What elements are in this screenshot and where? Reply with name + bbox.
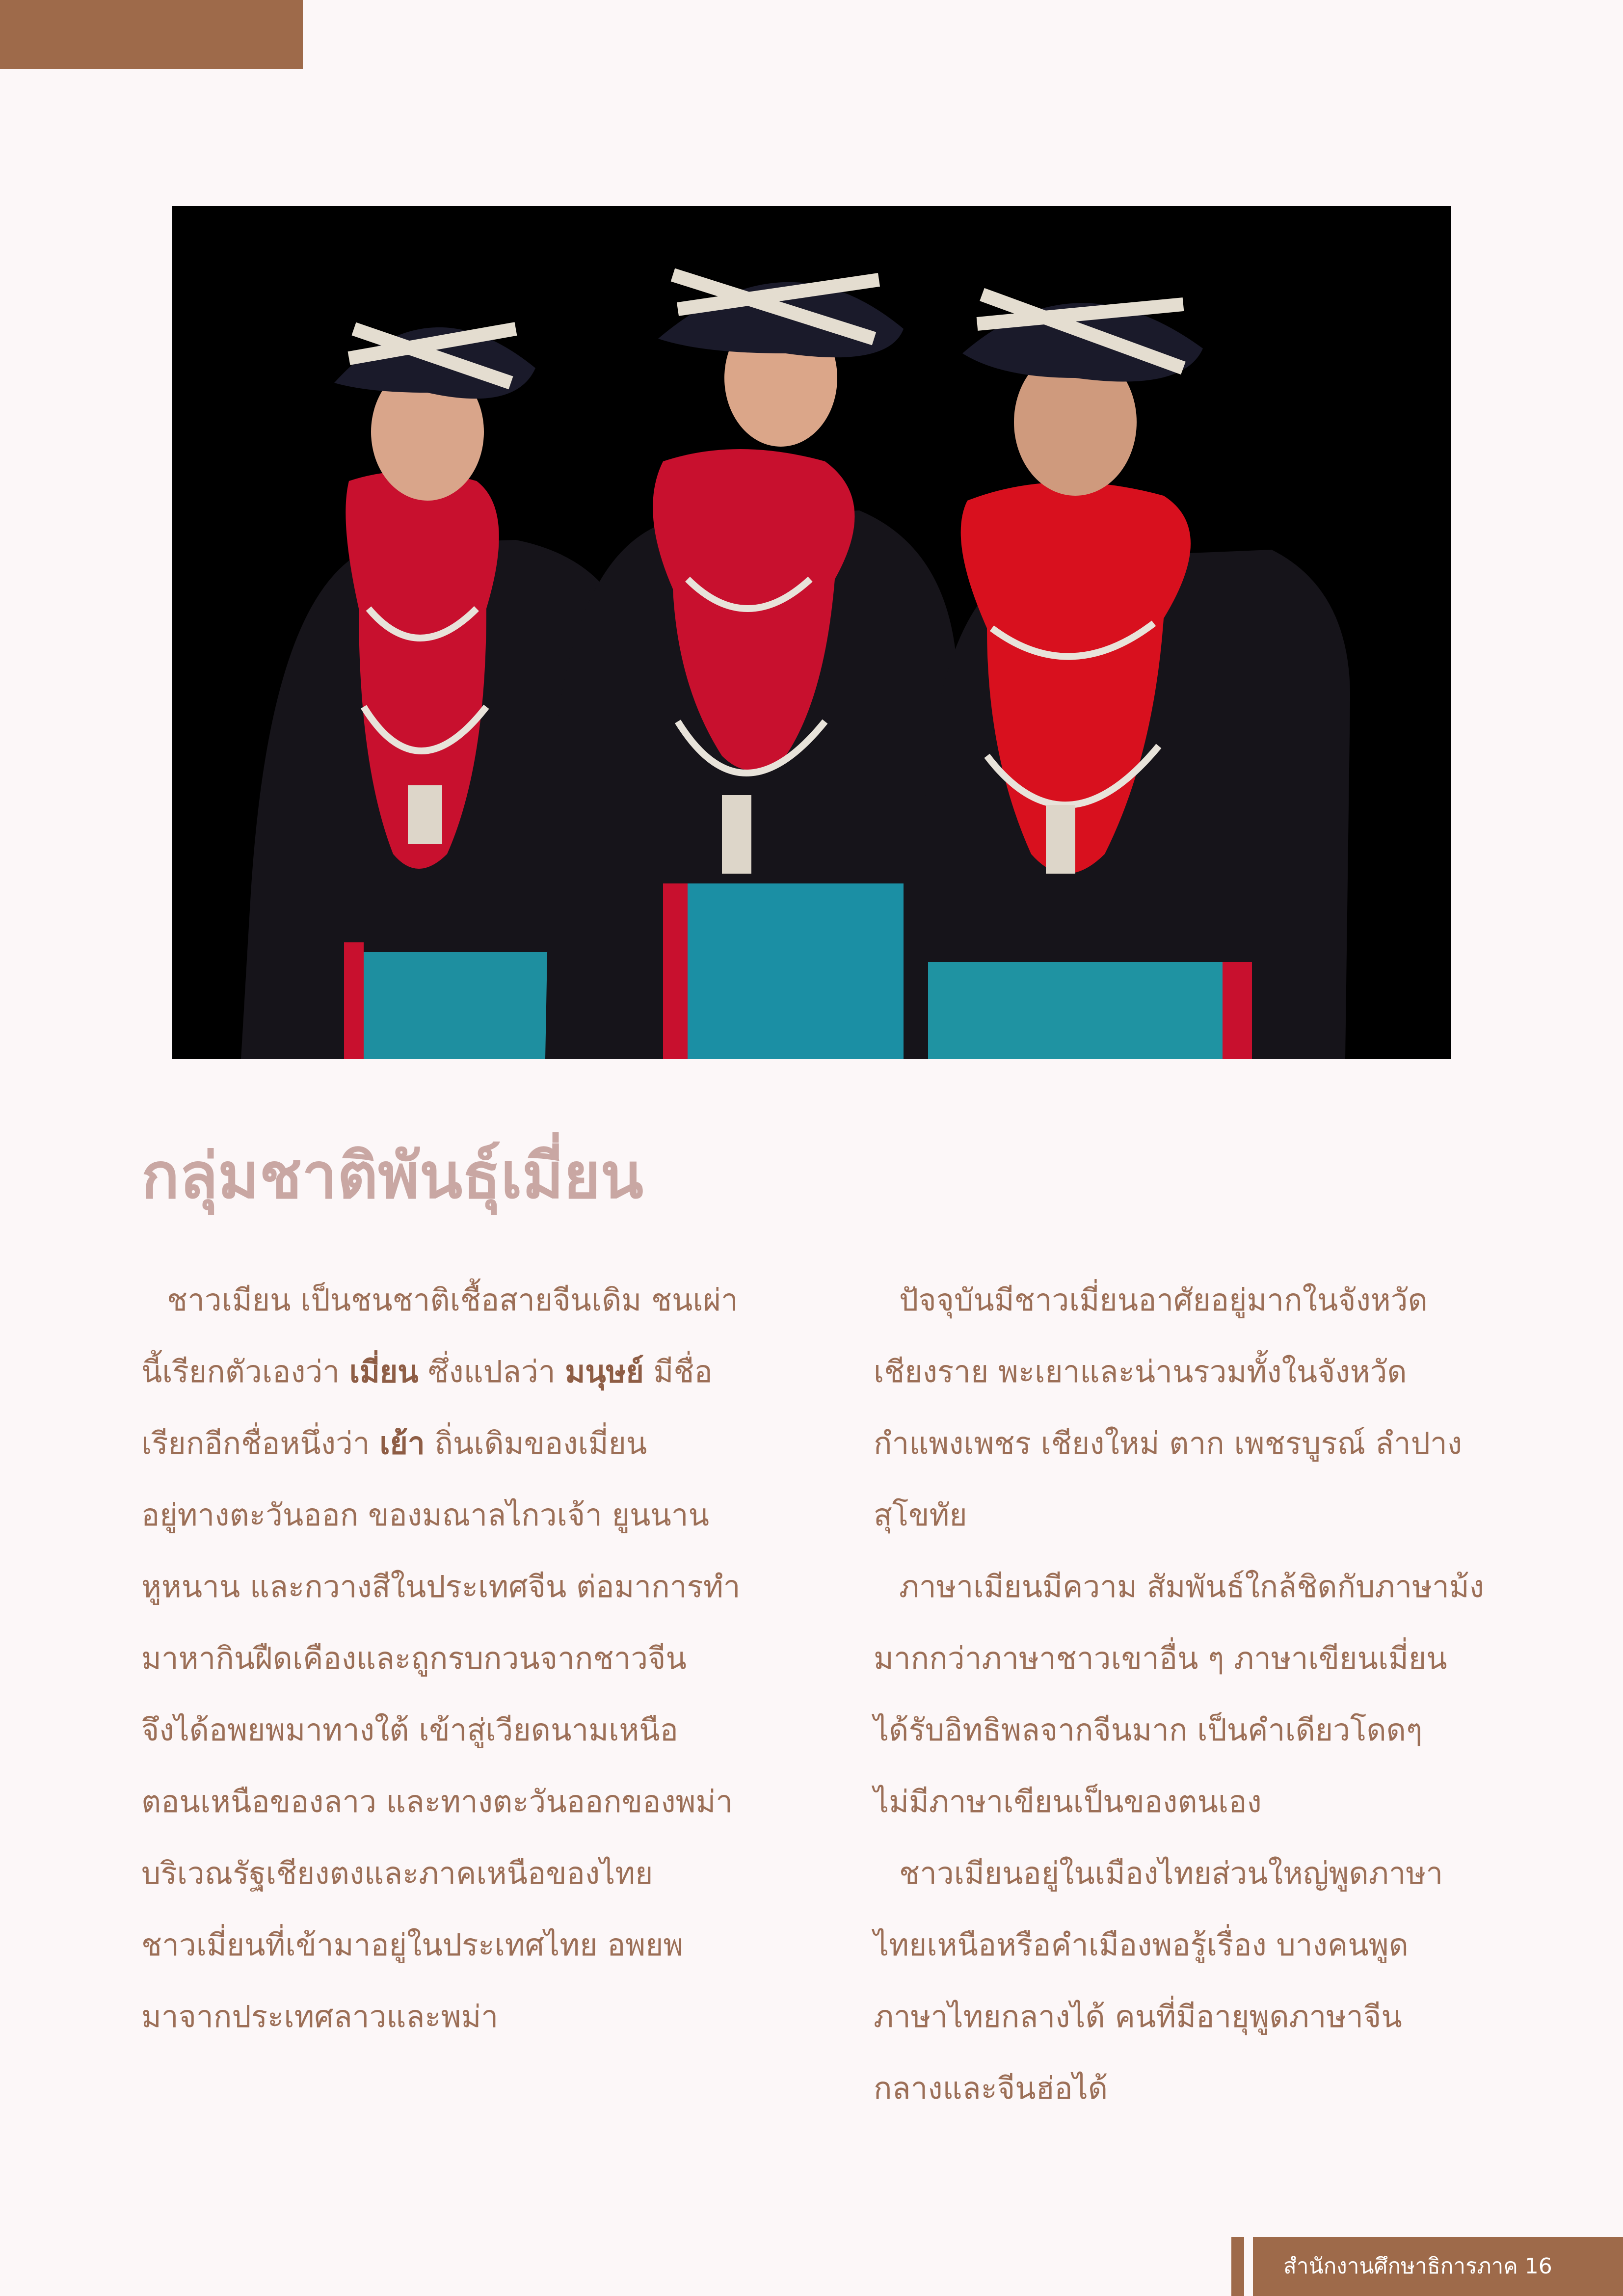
text-line: ชาวเมี่ยนที่เข้ามาอยู่ในประเทศไทย อพยพ [141,1927,684,1963]
text-line: ชาวเมียน เป็นชนชาติเชื้อสายจีนเดิม ชนเผ่า [167,1282,738,1318]
right-paragraph-3 [874,1838,1482,2124]
right-text-column [874,1264,1485,2124]
term-yao: เย้า [379,1425,425,1461]
right-paragraph-1 [874,1264,1482,1551]
text-line: ภาษาเมียนมีความ สัมพันธ์ใกล้ชิดกับภาษาม้ง [899,1569,1485,1604]
text-line: บริเวณรัฐเชียงตงและภาคเหนือของไทย [141,1855,653,1891]
text-line: เรียกอีกชื่อหนึ่งว่า เย้า ถิ่นเดิมของเมี่ยน [141,1425,647,1461]
term-human: มนุษย์ [565,1354,644,1389]
left-paragraph-1 [141,1264,750,2053]
term-mien: เมี่ยน [349,1354,419,1389]
text-line: เชียงราย พะเยาและน่านรวมทั้งในจังหวัด [874,1354,1407,1389]
text-line: ไทยเหนือหรือคำเมืองพอรู้เรื่อง บางคนพูด [874,1927,1409,1963]
text-line: มากกว่าภาษาชาวเขาอื่น ๆ ภาษาเขียนเมี่ยน [874,1640,1447,1676]
text-line: กลางและจีนฮ่อได้ [874,2070,1108,2106]
text-line: กำแพงเพชร เชียงใหม่ ตาก เพชรบูรณ์ ลำปาง [874,1425,1463,1461]
text-line: จึงได้อพยพมาทางใต้ เข้าสู่เวียดนามเหนือ [141,1712,678,1748]
left-text-column [141,1264,750,2053]
text-line: มาจากประเทศลาวและพม่า [141,1999,499,2034]
text-line: ไม่มีภาษาเขียนเป็นของตนเอง [874,1784,1262,1819]
footer-page-label: สำนักงานศึกษาธิการภาค 16 [1253,2237,1623,2296]
text-line: ได้รับอิทธิพลจากจีนมาก เป็นคำเดียวโดดๆ [874,1712,1423,1748]
text-line: ตอนเหนือของลาว และทางตะวันออกของพม่า [141,1784,733,1819]
photo-three-mien-women-icon [172,206,1451,1059]
text-line: หูหนาน และกวางสีในประเทศจีน ต่อมาการทำ [141,1569,741,1604]
photo-three-mien-women [172,206,1451,1059]
right-paragraph-2 [874,1551,1485,1838]
top-accent-bar [0,0,303,69]
text-line: นี้เรียกตัวเองว่า เมี่ยน ซึ่งแปลว่า มนุษย์ มีชื่อ [141,1354,713,1389]
text-line: สุโขทัย [874,1497,967,1533]
text-line: ปัจจุบันมีชาวเมี่ยนอาศัยอยู่มากในจังหวัด [899,1282,1428,1318]
text-line: ภาษาไทยกลางได้ คนที่มีอายุพูดภาษาจีน [874,1999,1402,2034]
text-line: อยู่ทางตะวันออก ของมณาลไกวเจ้า ยูนนาน [141,1497,709,1533]
footer-accent-bar [1231,2237,1244,2296]
text-line: ชาวเมียนอยู่ในเมืองไทยส่วนใหญ่พูดภาษา [899,1855,1443,1891]
text-line: มาหากินฝืดเคืองและถูกรบกวนจากชาวจีน [141,1640,687,1676]
page-title: กลุ่มชาติพันธุ์เมี่ยน [141,1140,643,1213]
